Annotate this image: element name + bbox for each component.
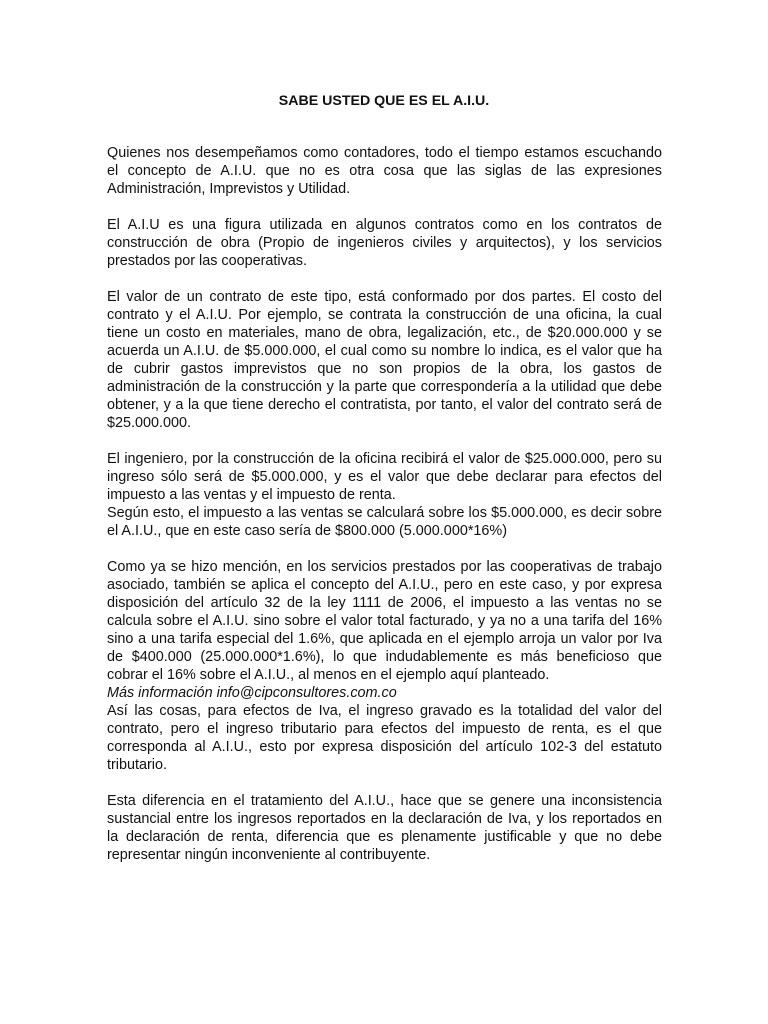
paragraph-engineer-income: El ingeniero, por la construcción de la oficina recibirá el valor de $25.000.000, pero su ingreso sólo será de $5.000.000, y es el valor que debe declarar para efectos del impuesto a las ventas y el impuesto de renta. [107, 451, 662, 503]
paragraph-contract-value: El valor de un contrato de este tipo, está conformado por dos partes. El costo del contrato y el A.I.U. Por ejemplo, se contrata la construcción de una oficina, la cual tiene un costo en materiales, mano de obra, legalización, etc., de $20.000.000 y se acuerda un A.I.U. de $5.000.000, el cual como su nombre lo indica, es el valor que ha de cubrir gastos imprevistos que no son propios de la obra, los gastos de administración de la construcción y la parte que correspondería a la utilidad que debe obtener, y a la que tiene derecho el contratista, por tanto, el valor del contrato será de $25.000.000. [107, 289, 662, 431]
more-info-line: Más información info@cipconsultores.com.co [107, 685, 397, 701]
paragraph-taxable-income: Así las cosas, para efectos de Iva, el ingreso gravado es la totalidad del valor del contrato, pero el ingreso tributario para efectos del impuesto de renta, es el que corresponda al A.I.U., esto por expresa disposición del artículo 102-3 del estatuto tributario. [107, 703, 662, 773]
paragraph-cooperatives: Como ya se hizo mención, en los servicios prestados por las cooperativas de trabajo asociado, también se aplica el concepto del A.I.U., pero en este caso, y por expresa disposición del artículo 32 de la ley 1111 de 2006, el impuesto a las ventas no se calcula sobre el A.I.U. sino sobre el valor total facturado, y ya no a una tarifa del 16% sino a una tarifa especial del 1.6%, que aplicada en el ejemplo arroja un valor por Iva de $400.000 (25.000.000*1.6%), lo que indudablemente es más beneficioso que cobrar el 16% sobre el A.I.U., al menos en el ejemplo aquí planteado. [107, 559, 662, 683]
paragraph-intro: Quienes nos desempeñamos como contadores, todo el tiempo estamos escuchando el concepto de A.I.U. que no es otra cosa que las siglas de las expresiones Administración, Imprevistos y Utilidad. [107, 145, 662, 197]
paragraph-difference: Esta diferencia en el tratamiento del A.I.U., hace que se genere una inconsistencia sustancial entre los ingresos reportados en la declaración de Iva, y los reportados en la declaración de renta, diferencia que es plenamente justificable y que no debe representar ningún inconveniente al contribuyente. [107, 793, 662, 863]
document-body [107, 144, 662, 864]
paragraph-definition: El A.I.U es una figura utilizada en algunos contratos como en los contratos de construcción de obra (Propio de ingenieros civiles y arquitectos), y los servicios prestados por las cooperativas. [107, 217, 662, 269]
paragraph-vat-calculation: Según esto, el impuesto a las ventas se calculará sobre los $5.000.000, es decir sobre el A.I.U., que en este caso sería de $800.000 (5.000.000*16%) [107, 505, 662, 539]
document-title: SABE USTED QUE ES EL A.I.U. [278, 93, 490, 109]
